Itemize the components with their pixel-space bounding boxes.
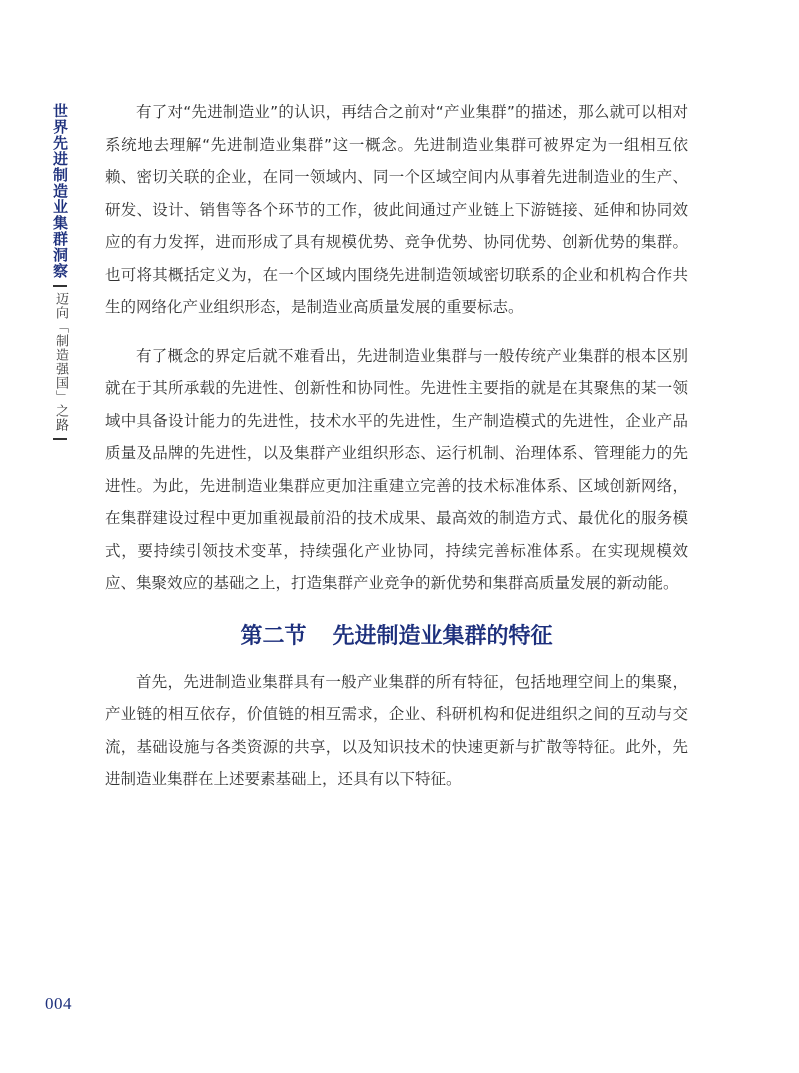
page-number: 004 bbox=[45, 994, 72, 1013]
page-body bbox=[105, 96, 688, 796]
running-header-sidebar bbox=[49, 103, 71, 445]
section-number: 第二节 bbox=[240, 622, 307, 649]
body-paragraph-3: 首先，先进制造业集群具有一般产业集群的所有特征，包括地理空间上的集聚，产业链的相互依存，价值链的相互需求，企业、科研机构和促进组织之间的互动与交流，基础设施与各类资源的共享，以及知识技术的快速更新与扩散等特征。此外，先进制造业集群在上述要素基础上，还具有以下特征。 bbox=[105, 672, 688, 788]
book-subtitle: 迈向「制造强国」之路 bbox=[53, 292, 68, 432]
sidebar-divider bbox=[53, 285, 67, 287]
sidebar-divider-end bbox=[53, 438, 67, 440]
book-title: 世界先进制造业集群洞察 bbox=[51, 103, 69, 279]
body-paragraph-2: 有了概念的界定后就不难看出，先进制造业集群与一般传统产业集群的根本区别就在于其所承载的先进性、创新性和协同性。先进性主要指的就是在其聚焦的某一领域中具备设计能力的先进性，技术水平的先进性，生产制造模式的先进性，企业产品质量及品牌的先进性，以及集群产业组织形态、运行机制、治理体系、管理能力的先进性。为此，先进制造业集群应更加注重建立完善的技术标准体系、区域创新网络，在集群建设过程中更加重视最前沿的技术成果、最高效的制造方式、最优化的服务模式，要持续引领技术变革，持续强化产业协同，持续完善标准体系。在实现规模效应、集聚效应的基础之上，打造集群产业竞争的新优势和集群高质量发展的新动能。 bbox=[105, 346, 688, 592]
section-title: 先进制造业集群的特征 bbox=[332, 622, 553, 649]
body-paragraph-1: 有了对“先进制造业”的认识，再结合之前对“产业集群”的描述，那么就可以相对系统地去理解“先进制造业集群”这一概念。先进制造业集群可被界定为一组相互依赖、密切关联的企业，在同一领域内、同一个区域空间内从事着先进制造业的生产、研发、设计、销售等各个环节的工作，彼此间通过产业链上下游链接、延伸和协同效应的有力发挥，进而形成了具有规模优势、竞争优势、协同优势、创新优势的集群。也可将其概括定义为，在一个区域内围绕先进制造领域密切联系的企业和机构合作共生的网络化产业组织形态，是制造业高质量发展的重要标志。 bbox=[105, 103, 688, 316]
section-heading bbox=[105, 618, 688, 654]
